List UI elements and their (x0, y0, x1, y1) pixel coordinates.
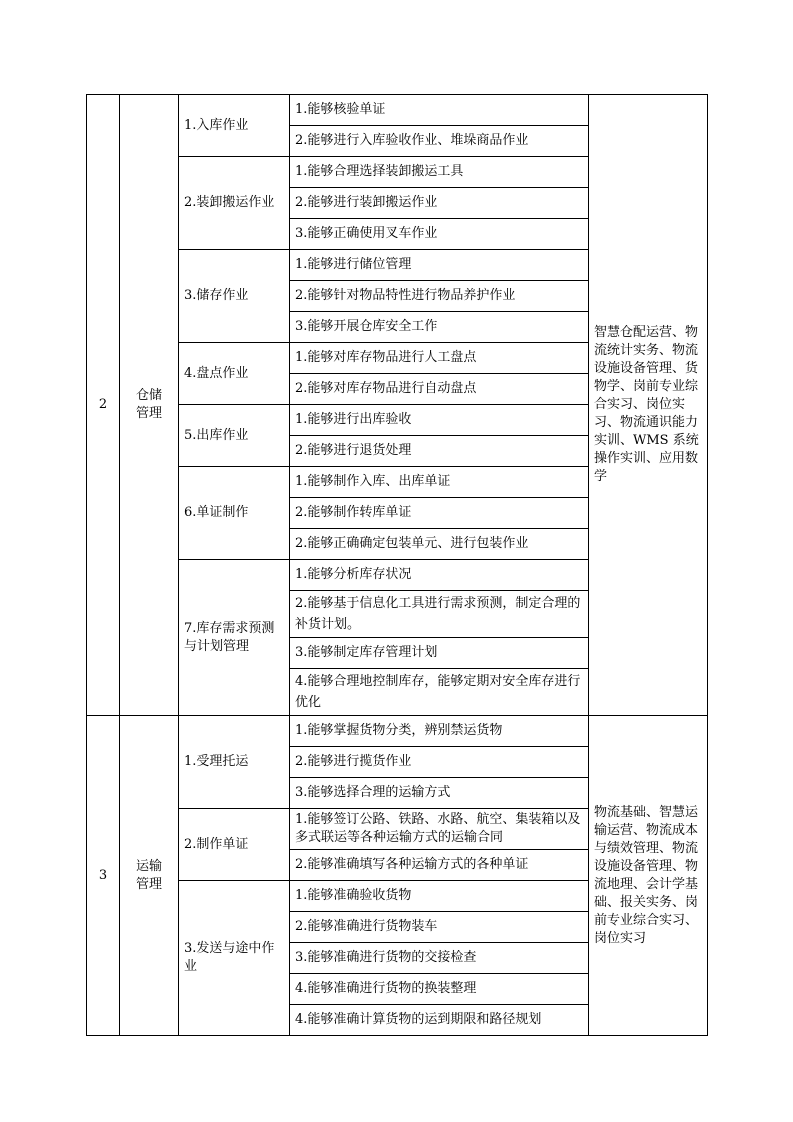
requirement: 2.能够针对物品特性进行物品养护作业 (290, 281, 589, 312)
task-name: 2.装卸搬运作业 (179, 157, 290, 250)
curriculum-table (86, 94, 708, 1036)
task-name: 2.制作单证 (179, 809, 290, 881)
requirement: 2.能够对库存物品进行自动盘点 (290, 374, 589, 405)
requirement: 1.能够分析库存状况 (290, 560, 589, 591)
task-name: 3.储存作业 (179, 250, 290, 343)
requirement: 3.能够选择合理的运输方式 (290, 778, 589, 809)
requirement: 1.能够进行储位管理 (290, 250, 589, 281)
module-name: 运输 管理 (120, 716, 179, 1036)
requirement: 1.能够掌握货物分类，辨别禁运货物 (290, 716, 589, 747)
requirement: 2.能够准确进行货物装车 (290, 912, 589, 943)
requirement: 2.能够基于信息化工具进行需求预测，制定合理的补货计划。 (290, 591, 589, 638)
requirement: 4.能够合理地控制库存，能够定期对安全库存进行优化 (290, 669, 589, 716)
course-list: 物流基础、智慧运输运营、物流成本与绩效管理、物流设施设备管理、物流地理、会计学基础、报关实务、岗前专业综合实习、岗位实习 (589, 716, 708, 1036)
module-name: 仓储 管理 (120, 95, 179, 716)
task-name: 6.单证制作 (179, 467, 290, 560)
requirement: 3.能够准确进行货物的交接检查 (290, 943, 589, 974)
section-number: 2 (87, 95, 120, 716)
requirement: 1.能够准确验收货物 (290, 881, 589, 912)
requirement: 1.能够签订公路、铁路、水路、航空、集装箱以及多式联运等各种运输方式的运输合同 (290, 809, 589, 850)
requirement: 2.能够准确填写各种运输方式的各种单证 (290, 850, 589, 881)
requirement: 2.能够制作转库单证 (290, 498, 589, 529)
requirement: 4.能够准确计算货物的运到期限和路径规划 (290, 1005, 589, 1036)
requirement: 1.能够合理选择装卸搬运工具 (290, 157, 589, 188)
requirement: 2.能够进行装卸搬运作业 (290, 188, 589, 219)
task-name: 5.出库作业 (179, 405, 290, 467)
requirement: 2.能够进行入库验收作业、堆垛商品作业 (290, 126, 589, 157)
requirement: 3.能够制定库存管理计划 (290, 638, 589, 669)
task-name: 7.库存需求预测与计划管理 (179, 560, 290, 716)
section-number: 3 (87, 716, 120, 1036)
requirement: 2.能够进行揽货作业 (290, 747, 589, 778)
requirement: 3.能够开展仓库安全工作 (290, 312, 589, 343)
requirement: 1.能够核验单证 (290, 95, 589, 126)
requirement: 2.能够进行退货处理 (290, 436, 589, 467)
requirement: 4.能够准确进行货物的换装整理 (290, 974, 589, 1005)
requirement: 1.能够进行出库验收 (290, 405, 589, 436)
requirement: 2.能够正确确定包装单元、进行包装作业 (290, 529, 589, 560)
task-name: 3.发送与途中作业 (179, 881, 290, 1036)
task-name: 4.盘点作业 (179, 343, 290, 405)
course-list: 智慧仓配运营、物流统计实务、物流设施设备管理、货物学、岗前专业综合实习、岗位实习、物流通识能力实训、WMS 系统操作实训、应用数学 (589, 95, 708, 716)
requirement: 3.能够正确使用叉车作业 (290, 219, 589, 250)
task-name: 1.入库作业 (179, 95, 290, 157)
task-name: 1.受理托运 (179, 716, 290, 809)
requirement: 1.能够对库存物品进行人工盘点 (290, 343, 589, 374)
requirement: 1.能够制作入库、出库单证 (290, 467, 589, 498)
